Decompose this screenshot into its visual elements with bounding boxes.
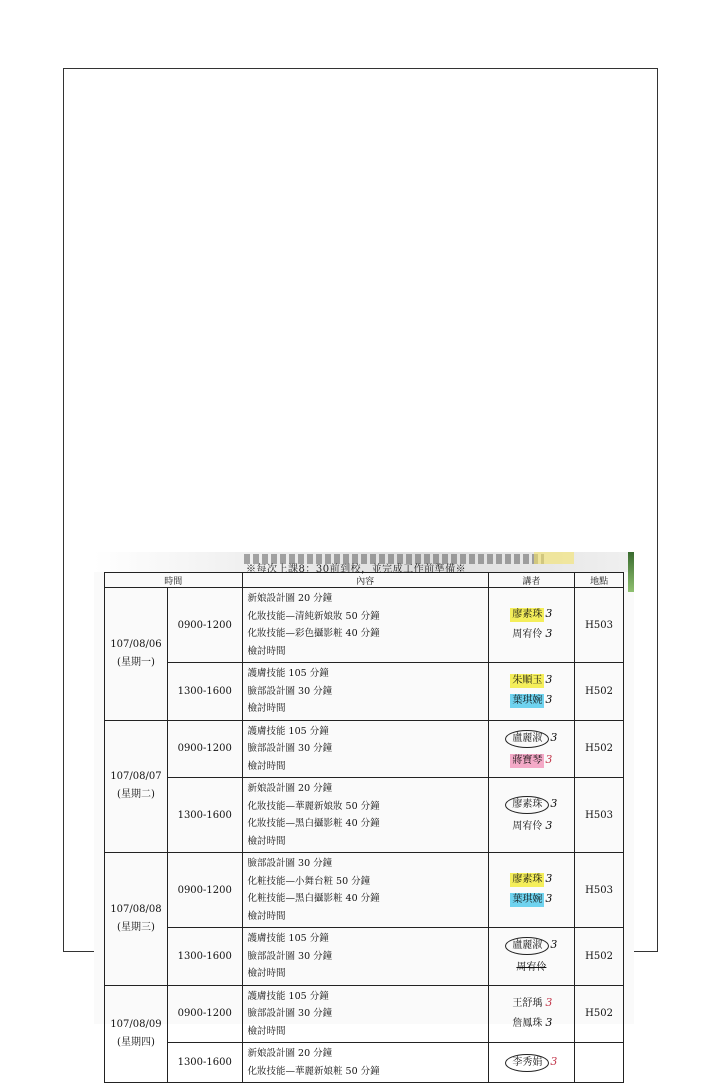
content-line: 檢討時間 <box>247 910 286 922</box>
handwritten-mark: 3 <box>550 797 558 810</box>
date-text: 107/08/08 <box>110 903 162 915</box>
lecturer-name: 蔣寶琴 <box>512 754 543 766</box>
content-line: 臉部設計圖 30 分鐘 <box>247 950 333 962</box>
lecturer-cell <box>488 928 574 986</box>
time-cell: 0900-1200 <box>167 985 242 1043</box>
lecturer-name: 李秀娟 <box>505 1054 549 1072</box>
location-cell: H502 <box>575 985 624 1043</box>
lecturer-entry <box>489 1014 574 1034</box>
date-cell <box>105 853 168 986</box>
table-row <box>105 853 624 928</box>
table-row <box>105 778 624 853</box>
content-cell <box>242 720 488 778</box>
handwritten-mark: 3 <box>545 872 553 885</box>
lecturer-cell <box>488 1043 574 1083</box>
lecturer-cell <box>488 588 574 663</box>
handwritten-mark: 3 <box>545 673 553 687</box>
lecturer-cell <box>488 853 574 928</box>
content-cell <box>242 1043 488 1083</box>
lecturer-entry <box>489 751 574 771</box>
lecturer-entry <box>489 934 574 958</box>
lecturer-entry <box>489 870 574 890</box>
lecturer-entry <box>489 817 574 837</box>
handwritten-mark: 3 <box>550 938 558 952</box>
lecturer-name: 周宥伶 <box>512 629 543 640</box>
handwritten-mark: 3 <box>550 730 558 744</box>
content-line: 護膚技能 105 分鐘 <box>247 668 329 679</box>
weekday-text: (星期一) <box>117 656 155 668</box>
content-line: 臉部設計圖 30 分鐘 <box>247 1008 333 1019</box>
lecturer-name: 周宥伶 <box>512 821 543 832</box>
lecturer-name: 廖素珠 <box>512 609 543 620</box>
table-row <box>105 720 624 778</box>
highlight-mark <box>534 552 574 564</box>
schedule-table <box>104 572 624 1083</box>
lecturer-name: 王舒瑀 <box>512 997 543 1009</box>
table-row <box>105 588 624 663</box>
time-cell: 1300-1600 <box>167 778 242 853</box>
content-line: 化妝技能—華麗新娘妝 50 分鐘 <box>247 800 380 812</box>
content-line: 新娘設計圖 20 分鐘 <box>247 783 333 794</box>
weekday-text: (星期三) <box>117 921 155 933</box>
date-cell <box>105 720 168 853</box>
header-location: 地點 <box>575 573 624 588</box>
lecturer-entry <box>489 958 574 978</box>
content-cell <box>242 928 488 986</box>
scanned-schedule <box>94 552 634 1077</box>
table-row <box>105 985 624 1043</box>
content-line: 化粧技能—黑白攝影粧 40 分鐘 <box>247 893 380 904</box>
content-line: 檢討時間 <box>247 968 286 979</box>
content-cell <box>242 778 488 853</box>
time-cell: 1300-1600 <box>167 663 242 721</box>
handwritten-mark: 3 <box>545 607 553 620</box>
content-line: 檢討時間 <box>247 835 286 847</box>
lecturer-entry <box>489 1051 574 1075</box>
scan-edge <box>628 552 634 592</box>
lecturer-cell <box>488 663 574 721</box>
header-lecturer: 講者 <box>488 573 574 588</box>
content-cell <box>242 663 488 721</box>
handwritten-mark: 3 <box>545 627 553 640</box>
date-cell <box>105 588 168 721</box>
lecturer-entry <box>489 994 574 1014</box>
lecturer-entry <box>489 625 574 645</box>
content-cell <box>242 853 488 928</box>
lecturer-cell <box>488 778 574 853</box>
lecturer-name: 周宥伶 <box>516 962 547 974</box>
content-cell <box>242 985 488 1043</box>
lecturer-name: 盧麗淑 <box>505 937 549 955</box>
lecturer-name: 葉琪婉 <box>512 894 543 905</box>
content-line: 新娘設計圖 20 分鐘 <box>247 593 333 604</box>
content-line: 臉部設計圖 30 分鐘 <box>247 685 333 697</box>
weekday-text: (星期四) <box>117 1036 155 1048</box>
content-line: 化妝技能—黑白攝影粧 40 分鐘 <box>247 818 380 829</box>
location-cell: H502 <box>575 663 624 721</box>
handwritten-mark: 3 <box>550 1054 558 1068</box>
time-cell: 0900-1200 <box>167 853 242 928</box>
lecturer-name: 朱順玉 <box>512 675 543 687</box>
date-text: 107/08/09 <box>110 1018 162 1030</box>
location-cell: H503 <box>575 778 624 853</box>
location-cell: H502 <box>575 928 624 986</box>
lecturer-entry <box>489 605 574 625</box>
lecturer-name: 廖素珠 <box>512 874 543 885</box>
location-cell: H502 <box>575 720 624 778</box>
lecturer-name: 葉琪婉 <box>512 695 543 707</box>
time-cell: 1300-1600 <box>167 928 242 986</box>
header-time: 時間 <box>105 573 243 588</box>
content-line: 檢討時間 <box>247 645 286 657</box>
content-line: 新娘設計圖 20 分鐘 <box>247 1048 333 1059</box>
content-line: 化妝技能—華麗新娘粧 50 分鐘 <box>247 1065 380 1077</box>
location-cell: H503 <box>575 588 624 663</box>
content-line: 檢討時間 <box>247 703 286 714</box>
handwritten-mark: 3 <box>545 892 553 905</box>
lecturer-entry <box>489 793 574 817</box>
lecturer-cell <box>488 720 574 778</box>
date-cell <box>105 985 168 1083</box>
date-text: 107/08/06 <box>110 638 162 650</box>
location-cell: H503 <box>575 853 624 928</box>
table-row <box>105 663 624 721</box>
content-line: 護膚技能 105 分鐘 <box>247 933 329 944</box>
lecturer-entry <box>489 890 574 910</box>
time-cell: 0900-1200 <box>167 588 242 663</box>
handwritten-mark: 3 <box>545 693 553 707</box>
handwritten-mark: 3 <box>545 1015 553 1029</box>
content-line: 化粧技能—小舞台粧 50 分鐘 <box>247 875 371 887</box>
table-row <box>105 928 624 986</box>
lecturer-entry <box>489 727 574 751</box>
time-cell: 1300-1600 <box>167 1043 242 1083</box>
content-line: 護膚技能 105 分鐘 <box>247 990 329 1002</box>
table-row <box>105 1043 624 1083</box>
content-line: 護膚技能 105 分鐘 <box>247 725 329 737</box>
content-line: 臉部設計圖 30 分鐘 <box>247 858 333 869</box>
content-line: 檢討時間 <box>247 760 286 772</box>
handwritten-mark: 3 <box>545 819 553 832</box>
content-line: 化妝技能—彩色攝影粧 40 分鐘 <box>247 628 380 639</box>
lecturer-entry <box>489 691 574 711</box>
lecturer-name: 廖素珠 <box>505 796 549 814</box>
content-line: 臉部設計圖 30 分鐘 <box>247 743 333 754</box>
lecturer-name: 詹鳳珠 <box>512 1017 543 1029</box>
lecturer-entry <box>489 671 574 691</box>
header-content: 內容 <box>242 573 488 588</box>
table-header-row <box>105 573 624 588</box>
arrival-notice: ※每次上課8：30前到校，並完成工作前準備※ <box>246 564 467 575</box>
lecturer-cell <box>488 985 574 1043</box>
date-text: 107/08/07 <box>110 771 162 783</box>
weekday-text: (星期二) <box>117 789 155 801</box>
handwritten-mark: 3 <box>545 995 553 1009</box>
content-cell <box>242 588 488 663</box>
lecturer-name: 盧麗淑 <box>505 730 549 748</box>
location-cell <box>575 1043 624 1083</box>
content-line: 檢討時間 <box>247 1025 286 1037</box>
handwritten-mark: 3 <box>545 752 553 766</box>
content-line: 化妝技能—清純新娘妝 50 分鐘 <box>247 610 380 622</box>
time-cell: 0900-1200 <box>167 720 242 778</box>
